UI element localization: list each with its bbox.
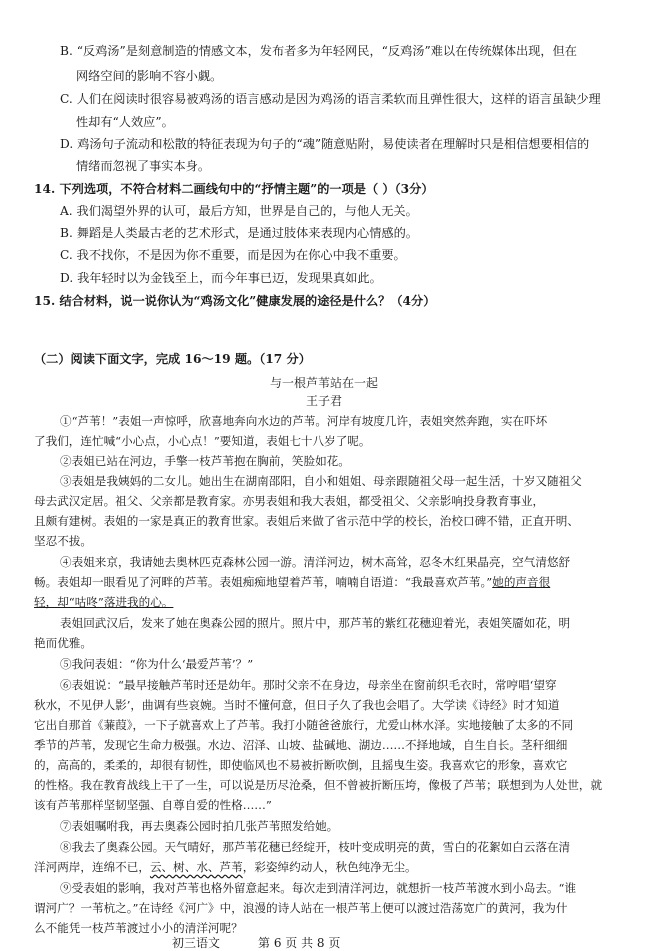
article-p7-line1: ⑥表姐说：“最早接触芦苇时还是幼年。那时父亲不在身边，母亲坐在窗前织毛衣时，常哼唱‘望穿 [60, 678, 557, 692]
q13-option-b-line1: B. “反鸡汤”是刻意制造的情感文本，发布者多为年轻网民，“反鸡汤”难以在传统媒体出现，但在 [60, 44, 577, 58]
article-p1-line1: ①“芦苇！”表姐一声惊呼，欣喜地奔向水边的芦苇。河岸有坡度几许，表姐突然奔跑，实在吓坏 [60, 414, 548, 428]
q13-option-d-line2: 情绪而忽视了事实本身。 [76, 159, 211, 173]
article-p3-line1: ③表姐是我姨妈的二女儿。她出生在湖南邵阳，自小和姐姐、母亲跟随祖父母一起生活，十岁又随祖父 [60, 474, 582, 488]
article-p5-line2: 艳而优雅。 [34, 636, 92, 650]
article-p5-line1: 表姐回武汉后，发来了她在奥森公园的照片。照片中，那芦苇的紫红花穗迎着光，表姐笑靥如花，明 [60, 616, 571, 630]
wavy-underlined-phrase: 云、树、水、芦苇 [149, 860, 243, 874]
q14-stem: 14. 下列选项，不符合材料二画线句中的“抒情主题”的一项是（ ）（3分） [34, 182, 434, 196]
article-p9-line2 [34, 858, 417, 876]
article-p4-line2 [34, 573, 550, 591]
q15-stem: 15. 结合材料，说一说你认为“鸡汤文化”健康发展的途径是什么？（4分） [34, 294, 436, 308]
article-p10-line3: 么不能凭一枝芦苇渡过小小的清洋河呢？ [34, 921, 243, 935]
article-p10-line2: 谓河广？一苇杭之。”在诗经《河广》中，浪漫的诗人站在一根芦苇上便可以渡过浩荡宽广的黄河，我为什 [34, 901, 568, 915]
article-p4-line2-text: 畅。表姐却一眼看见了河畔的芦苇。表姐痴痴地望着芦苇，喃喃自语道：“我最喜欢芦苇。” [34, 575, 493, 589]
article-p7-line7: 该有芦苇那样坚韧坚强、自尊自爱的性格……” [34, 798, 272, 812]
article-author: 王子君 [305, 394, 342, 408]
article-p3-line2: 母去武汉定居。祖父、父亲都是教育家。亦男表姐和我大表姐，都受祖父、父亲影响投身教育事业， [34, 494, 545, 508]
article-p10-line1: ⑨受表姐的影响，我对芦苇也格外留意起来。每次走到清洋河边，就想折一枝芦苇渡水到小岛去。“谁 [60, 881, 577, 895]
footer-subject: 初三语文 [172, 936, 221, 950]
article-p9-line2-start: 洋河两岸，连绵不已， [34, 860, 150, 874]
q14-option-c: C. 我不找你，不是因为你不重要，而是因为在你心中我不重要。 [60, 248, 406, 262]
q13-option-c-line1: C. 人们在阅读时很容易被鸡汤的语言感动是因为鸡汤的语言柔软而且弹性很大，这样的语言虽缺少理 [60, 92, 601, 106]
article-p4-line1: ④表姐来京，我请她去奥林匹克森林公园一游。清洋河边，树木高耸，忍冬木红果晶亮，空气清悠舒 [60, 555, 571, 569]
article-p3-line3: 且颇有建树。表姐的一家是真正的教育世家。表姐后来做了省示范中学的校长，治校口碑不错，正直开明、 [34, 514, 579, 528]
q13-option-b-line2: 网络空间的影响不容小觑。 [76, 69, 223, 83]
article-p1-line2: 了我们，连忙喊“小心点，小心点！”要知道，表姐七十八岁了呢。 [34, 434, 371, 448]
footer-page-number: 第 6 页 共 8 页 [258, 936, 341, 950]
article-p8: ⑦表姐嘱咐我，再去奥森公园时拍几张芦苇照发给她。 [60, 819, 339, 833]
article-p6: ⑤我问表姐：“你为什么‘最爱芦苇’？” [60, 657, 254, 671]
article-p7-line2: 秋水，不见伊人影’，曲调有些哀婉。当时不懂何意，但日子久了我也会唱了。大学读《诗经》时才知道 [34, 698, 560, 712]
article-p2: ②表姐已站在河边，手擎一枝芦苇抱在胸前，笑脸如花。 [60, 454, 350, 468]
underlined-sentence-part2: 轻，却“咕咚”落进我的心。 [34, 595, 174, 609]
article-p7-line6: 的性格。我在教育战线上干了一生，可以说是历尽沧桑，但不曾被折断压垮，像极了芦苇；联想到为人处世，就 [34, 778, 603, 792]
article-p7-line3: 它出自那首《蒹葭》，一下子就喜欢上了芦苇。我打小随爸爸旅行，尤爱山林水泽。实地接触了太多的不同 [34, 718, 574, 732]
section-heading: （二）阅读下面文字，完成 16～19 题。（17 分） [34, 352, 311, 366]
article-title: 与一根芦苇站在一起 [269, 376, 378, 390]
q14-option-d: D. 我年轻时以为金钱至上，而今年事已迈，发现果真如此。 [60, 271, 382, 285]
article-p9-line2-end: ，彩姿绰约动人，秋色纯净无尘。 [242, 860, 417, 874]
article-p3-line4: 坚忍不拔。 [34, 534, 92, 548]
article-p7-line5: 的，高高的，柔柔的，却很有韧性，即使临风也不易被折断吹倒，且摇曳生姿。我喜欢它的形象，喜欢它 [34, 758, 568, 772]
q14-option-a: A. 我们渴望外界的认可，最后方知，世界是自己的，与他人无关。 [60, 204, 418, 218]
underlined-sentence-part1: 她的声音很 [492, 575, 551, 589]
q14-option-b: B. 舞蹈是人类最古老的艺术形式，是通过肢体来表现内心情感的。 [60, 226, 418, 240]
q13-option-d-line1: D. 鸡汤句子流动和松散的特征表现为句子的“魂”随意贴附，易使读者在理解时只是相信想要相信的 [60, 137, 590, 151]
article-p9-line1: ⑧我去了奥森公园。天气晴好，那芦苇花穗已经绽开，枝叶变成明亮的黄，雪白的花絮如白云落在清 [60, 840, 571, 854]
q13-option-c-line2: 性却有“人效应”。 [76, 115, 174, 129]
article-p7-line4: 季节的芦苇，发现它生命力极强。水边、沼泽、山坡、盐碱地、湖边……不择地域，自生自长。茎秆细细 [34, 738, 568, 752]
